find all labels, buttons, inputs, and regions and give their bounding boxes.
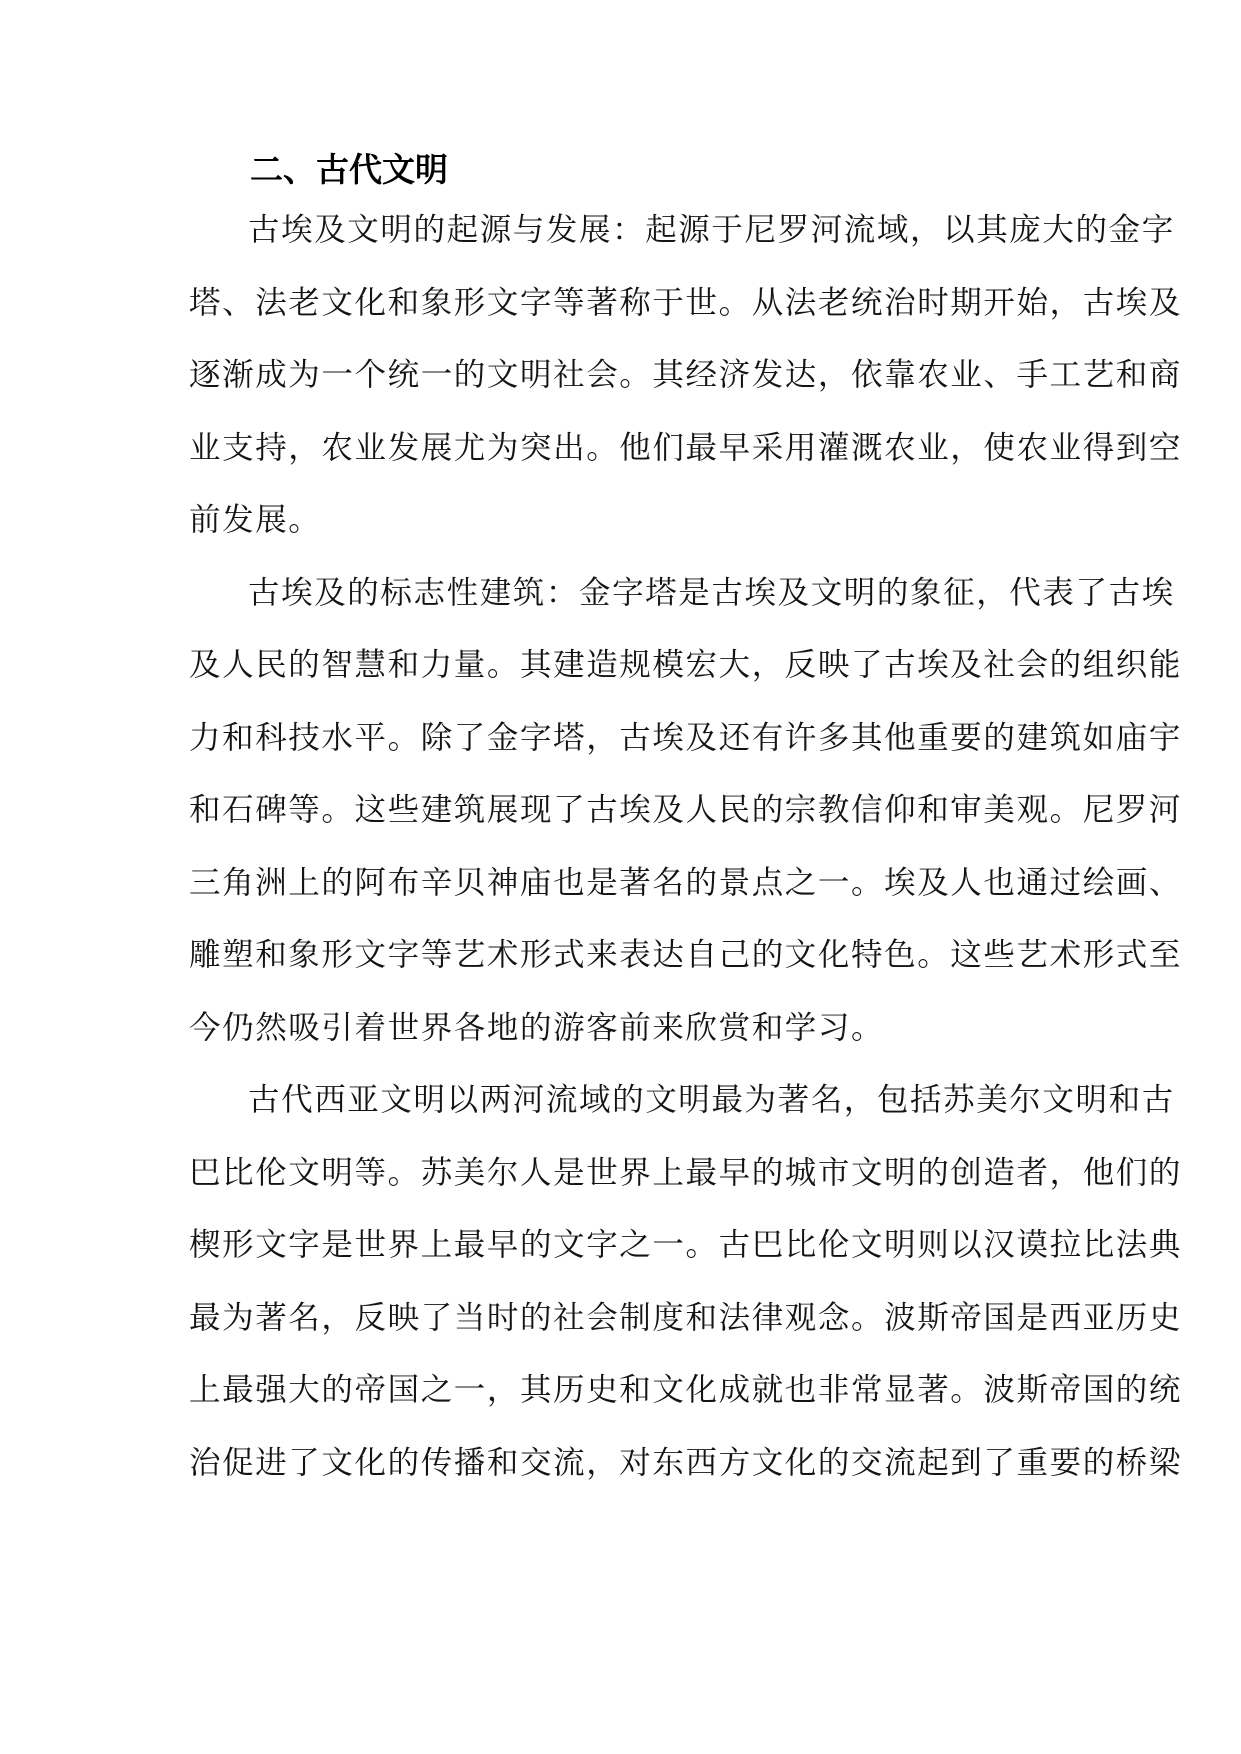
text-line: 雕塑和象形文字等艺术形式来表达自己的文化特色。这些艺术形式至 (189, 937, 1183, 973)
text-line: 逐渐成为一个统一的文明社会。其经济发达，依靠农业、手工艺和商 (189, 357, 1183, 393)
text-line: 业支持，农业发展尤为突出。他们最早采用灌溉农业，使农业得到空 (189, 430, 1183, 466)
text-line: 古代西亚文明以两河流域的文明最为著名，包括苏美尔文明和古 (248, 1082, 1175, 1118)
text-line: 上最强大的帝国之一，其历史和文化成就也非常显著。波斯帝国的统 (189, 1372, 1183, 1408)
text-line: 古埃及的标志性建筑：金字塔是古埃及文明的象征，代表了古埃 (248, 575, 1175, 611)
text-line: 及人民的智慧和力量。其建造规模宏大，反映了古埃及社会的组织能 (189, 647, 1183, 683)
text-line: 巴比伦文明等。苏美尔人是世界上最早的城市文明的创造者，他们的 (189, 1155, 1183, 1191)
text-line: 塔、法老文化和象形文字等著称于世。从法老统治时期开始，古埃及 (189, 285, 1183, 321)
text-line: 最为著名，反映了当时的社会制度和法律观念。波斯帝国是西亚历史 (189, 1300, 1183, 1336)
text-line: 楔形文字是世界上最早的文字之一。古巴比伦文明则以汉谟拉比法典 (189, 1227, 1183, 1263)
text-line: 前发展。 (189, 502, 322, 538)
text-line: 和石碑等。这些建筑展现了古埃及人民的宗教信仰和审美观。尼罗河 (189, 792, 1183, 828)
text-line: 治促进了文化的传播和交流，对东西方文化的交流起到了重要的桥梁 (189, 1445, 1183, 1481)
text-line: 古埃及文明的起源与发展：起源于尼罗河流域，以其庞大的金字 (248, 212, 1175, 248)
text-line: 今仍然吸引着世界各地的游客前来欣赏和学习。 (189, 1010, 885, 1046)
section-heading: 二、古代文明 (250, 150, 448, 189)
text-line: 三角洲上的阿布辛贝神庙也是著名的景点之一。埃及人也通过绘画、 (189, 865, 1183, 901)
text-line: 力和科技水平。除了金字塔，古埃及还有许多其他重要的建筑如庙宇 (189, 720, 1183, 756)
